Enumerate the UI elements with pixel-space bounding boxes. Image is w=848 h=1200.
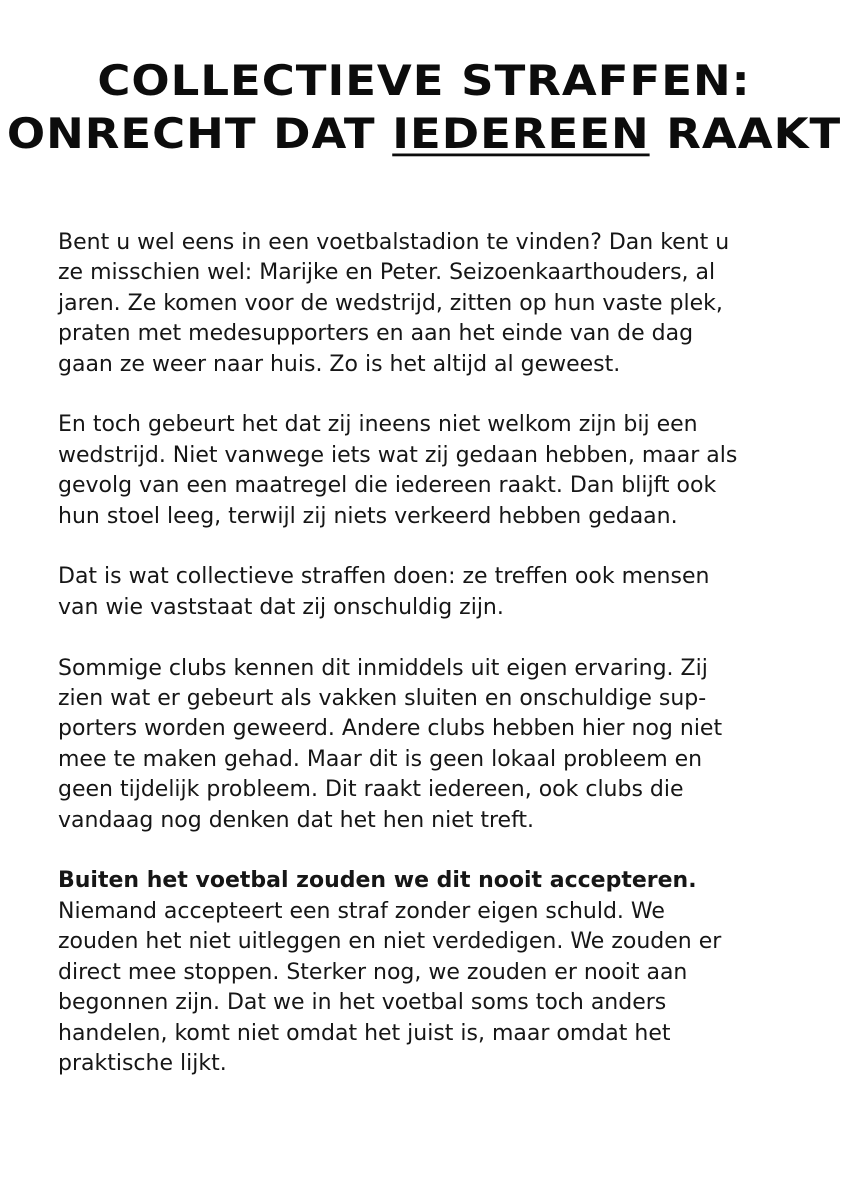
paragraph-line: Dat is wat collectieve straffen doen: ze treffen ook mensen bbox=[58, 564, 710, 590]
paragraph-line: praktische lijkt. bbox=[58, 1050, 227, 1076]
title-line-2-end: RAAKT bbox=[649, 108, 842, 159]
paragraph-2 bbox=[58, 410, 798, 532]
paragraph-line: En toch gebeurt het dat zij ineens niet welkom zijn bij een bbox=[58, 412, 698, 438]
paragraph-line: Niemand accepteert een straf zonder eigen schuld. We bbox=[58, 898, 665, 924]
paragraph-line: mee te maken gehad. Maar dit is geen lokaal probleem en bbox=[58, 746, 703, 772]
paragraph-line: geen tijdelijk probleem. Dit raakt iedereen, ook clubs die bbox=[58, 777, 684, 803]
article-body bbox=[58, 228, 798, 1110]
paragraph-line: ze misschien wel: Marijke en Peter. Seizoenkaarthouders, al bbox=[58, 260, 716, 286]
paragraph-line: begonnen zijn. Dat we in het voetbal soms toch anders bbox=[58, 990, 667, 1016]
paragraph-5 bbox=[58, 866, 798, 1079]
title-emphasis-underlined: IEDEREEN bbox=[392, 108, 650, 159]
paragraph-line: gevolg van een maatregel die iedereen raakt. Dan blijft ook bbox=[58, 473, 717, 499]
paragraph-4 bbox=[58, 654, 798, 836]
paragraph-line: Sommige clubs kennen dit inmiddels uit eigen ervaring. Zij bbox=[58, 655, 708, 681]
paragraph-3 bbox=[58, 562, 798, 623]
title-line-1: COLLECTIEVE STRAFFEN: bbox=[97, 55, 751, 106]
paragraph-line: handelen, komt niet omdat het juist is, maar omdat het bbox=[58, 1020, 671, 1046]
paragraph-line: zien wat er gebeurt als vakken sluiten en onschuldige sup- bbox=[58, 686, 707, 712]
paragraph-line: vandaag nog denken dat het hen niet treft. bbox=[58, 807, 535, 833]
title-line-2-start: ONRECHT DAT bbox=[6, 108, 393, 159]
paragraph-line: Bent u wel eens in een voetbalstadion te vinden? Dan kent u bbox=[58, 230, 730, 255]
paragraph-line: gaan ze weer naar huis. Zo is het altijd al geweest. bbox=[58, 351, 621, 377]
paragraph-line: jaren. Ze komen voor de wedstrijd, zitten op hun vaste plek, bbox=[58, 290, 723, 316]
paragraph-line: porters worden geweerd. Andere clubs hebben hier nog niet bbox=[58, 716, 723, 742]
page-title bbox=[0, 54, 848, 160]
paragraph-line: van wie vaststaat dat zij onschuldig zijn. bbox=[58, 594, 504, 620]
paragraph-1 bbox=[58, 228, 798, 380]
paragraph-line: hun stoel leeg, terwijl zij niets verkeerd hebben gedaan. bbox=[58, 503, 678, 529]
paragraph-line: direct mee stoppen. Sterker nog, we zouden er nooit aan bbox=[58, 959, 688, 985]
paragraph-lead-bold: Buiten het voetbal zouden we dit nooit accepteren. bbox=[58, 868, 697, 894]
paragraph-line: zouden het niet uitleggen en niet verdedigen. We zouden er bbox=[58, 929, 722, 955]
paragraph-line: praten met medesupporters en aan het einde van de dag bbox=[58, 321, 694, 347]
paragraph-line: wedstrijd. Niet vanwege iets wat zij gedaan hebben, maar als bbox=[58, 442, 738, 468]
title-line-2 bbox=[0, 107, 848, 160]
